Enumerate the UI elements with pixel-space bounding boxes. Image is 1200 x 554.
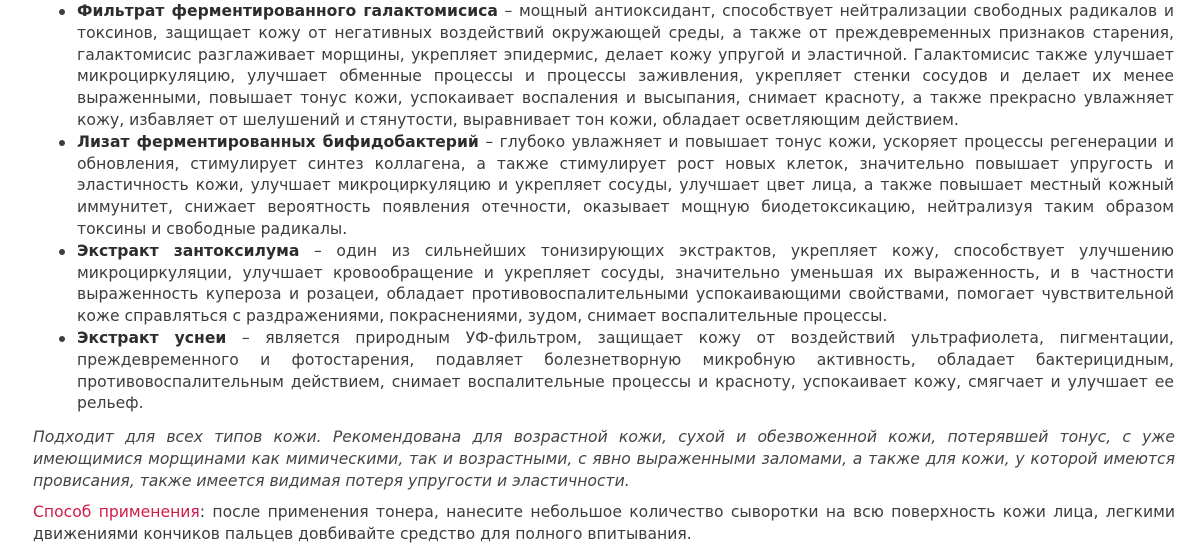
list-item-bifida <box>56 132 1174 241</box>
list-item-usnea <box>56 328 1174 415</box>
ingredient-description: – мощный антиоксидант, способствует нейтрализации свободных радикалов и токсинов, защищает кожу от негативных воздействий окружающей среды, а также от преждевременных признаков старения, галактомисис разглаживает морщины, укрепляет эпидермис, делает кожу упругой и эластичной. Галактомисис также улучшает микроциркуляцию, улучшает обменные процессы и процессы заживления, укрепляет стенки сосудов и делает их менее выраженными, повышает тонус кожи, успокаивает воспаления и высыпания, снимает красноту, а также прекрасно увлажняет кожу, избавляет от шелушений и стянутости, выравнивает тон кожи, обладает осветляющим действием. <box>77 2 1174 129</box>
ingredients-list <box>56 1 1174 415</box>
ingredient-name: Фильтрат ферментированного галактомисиса <box>77 2 498 20</box>
ingredient-name: Экстракт зантоксилума <box>77 241 300 260</box>
usage-text: : после применения тонера, нанесите небольшое количество сыворотки на всю поверхность кожи лица, легкими движениями кончиков пальцев довбивайте средство для полного впитывания. <box>33 503 1175 543</box>
ingredient-description: – глубоко увлажняет и повышает тонус кожи, ускоряет процессы регенерации и обновления, стимулирует синтез коллагена, а также стимулирует рост новых клеток, значительно повышает упругость и эластичность кожи, улучшает микроциркуляцию и укрепляет сосуды, улучшает цвет лица, а также повышает местный кожный иммунитет, снижает вероятность появления отечности, оказывает мощную биодетоксикацию, нейтрализуя таким образом токсины и свободные радикалы. <box>77 132 1174 238</box>
list-item-galactomyces <box>56 1 1174 132</box>
usage-paragraph <box>33 502 1175 546</box>
skin-type-note: Подходит для всех типов кожи. Рекомендована для возрастной кожи, сухой и обезвоженной кожи, потерявшей тонус, с уже имеющимися морщинами как мимическими, так и возрастными, с явно выраженными заломами, а также для кожи, у которой имеются провисания, также имеется видимая потеря упругости и эластичности. <box>33 428 1175 490</box>
ingredient-name: Экстракт уснеи <box>77 328 227 347</box>
list-item-zanthoxylum <box>56 241 1174 328</box>
ingredient-name: Лизат ферментированных бифидобактерий <box>77 132 479 151</box>
ingredient-description: – один из сильнейших тонизирующих экстрактов, укрепляет кожу, способствует улучшению микроциркуляции, улучшает кровообращение и укрепляет сосуды, значительно уменьшая их выраженность, и в частности выраженность купероза и розацеи, обладает противовоспалительными успокаивающими свойствами, помогает чувствительной коже справляться с раздражениями, покраснениями, зудом, снимает воспалительные процессы. <box>77 241 1174 326</box>
ingredient-description: – является природным УФ-фильтром, защищает кожу от воздействий ультрафиолета, пигментации, преждевременного и фотостарения, подавляет болезнетворную микробную активность, обладает бактерицидным, противовоспалительным действием, снимает воспалительные процессы и красноту, успокаивает кожу, смягчает и улучшает ее рельеф. <box>77 328 1175 413</box>
usage-label: Способ применения <box>33 503 200 521</box>
